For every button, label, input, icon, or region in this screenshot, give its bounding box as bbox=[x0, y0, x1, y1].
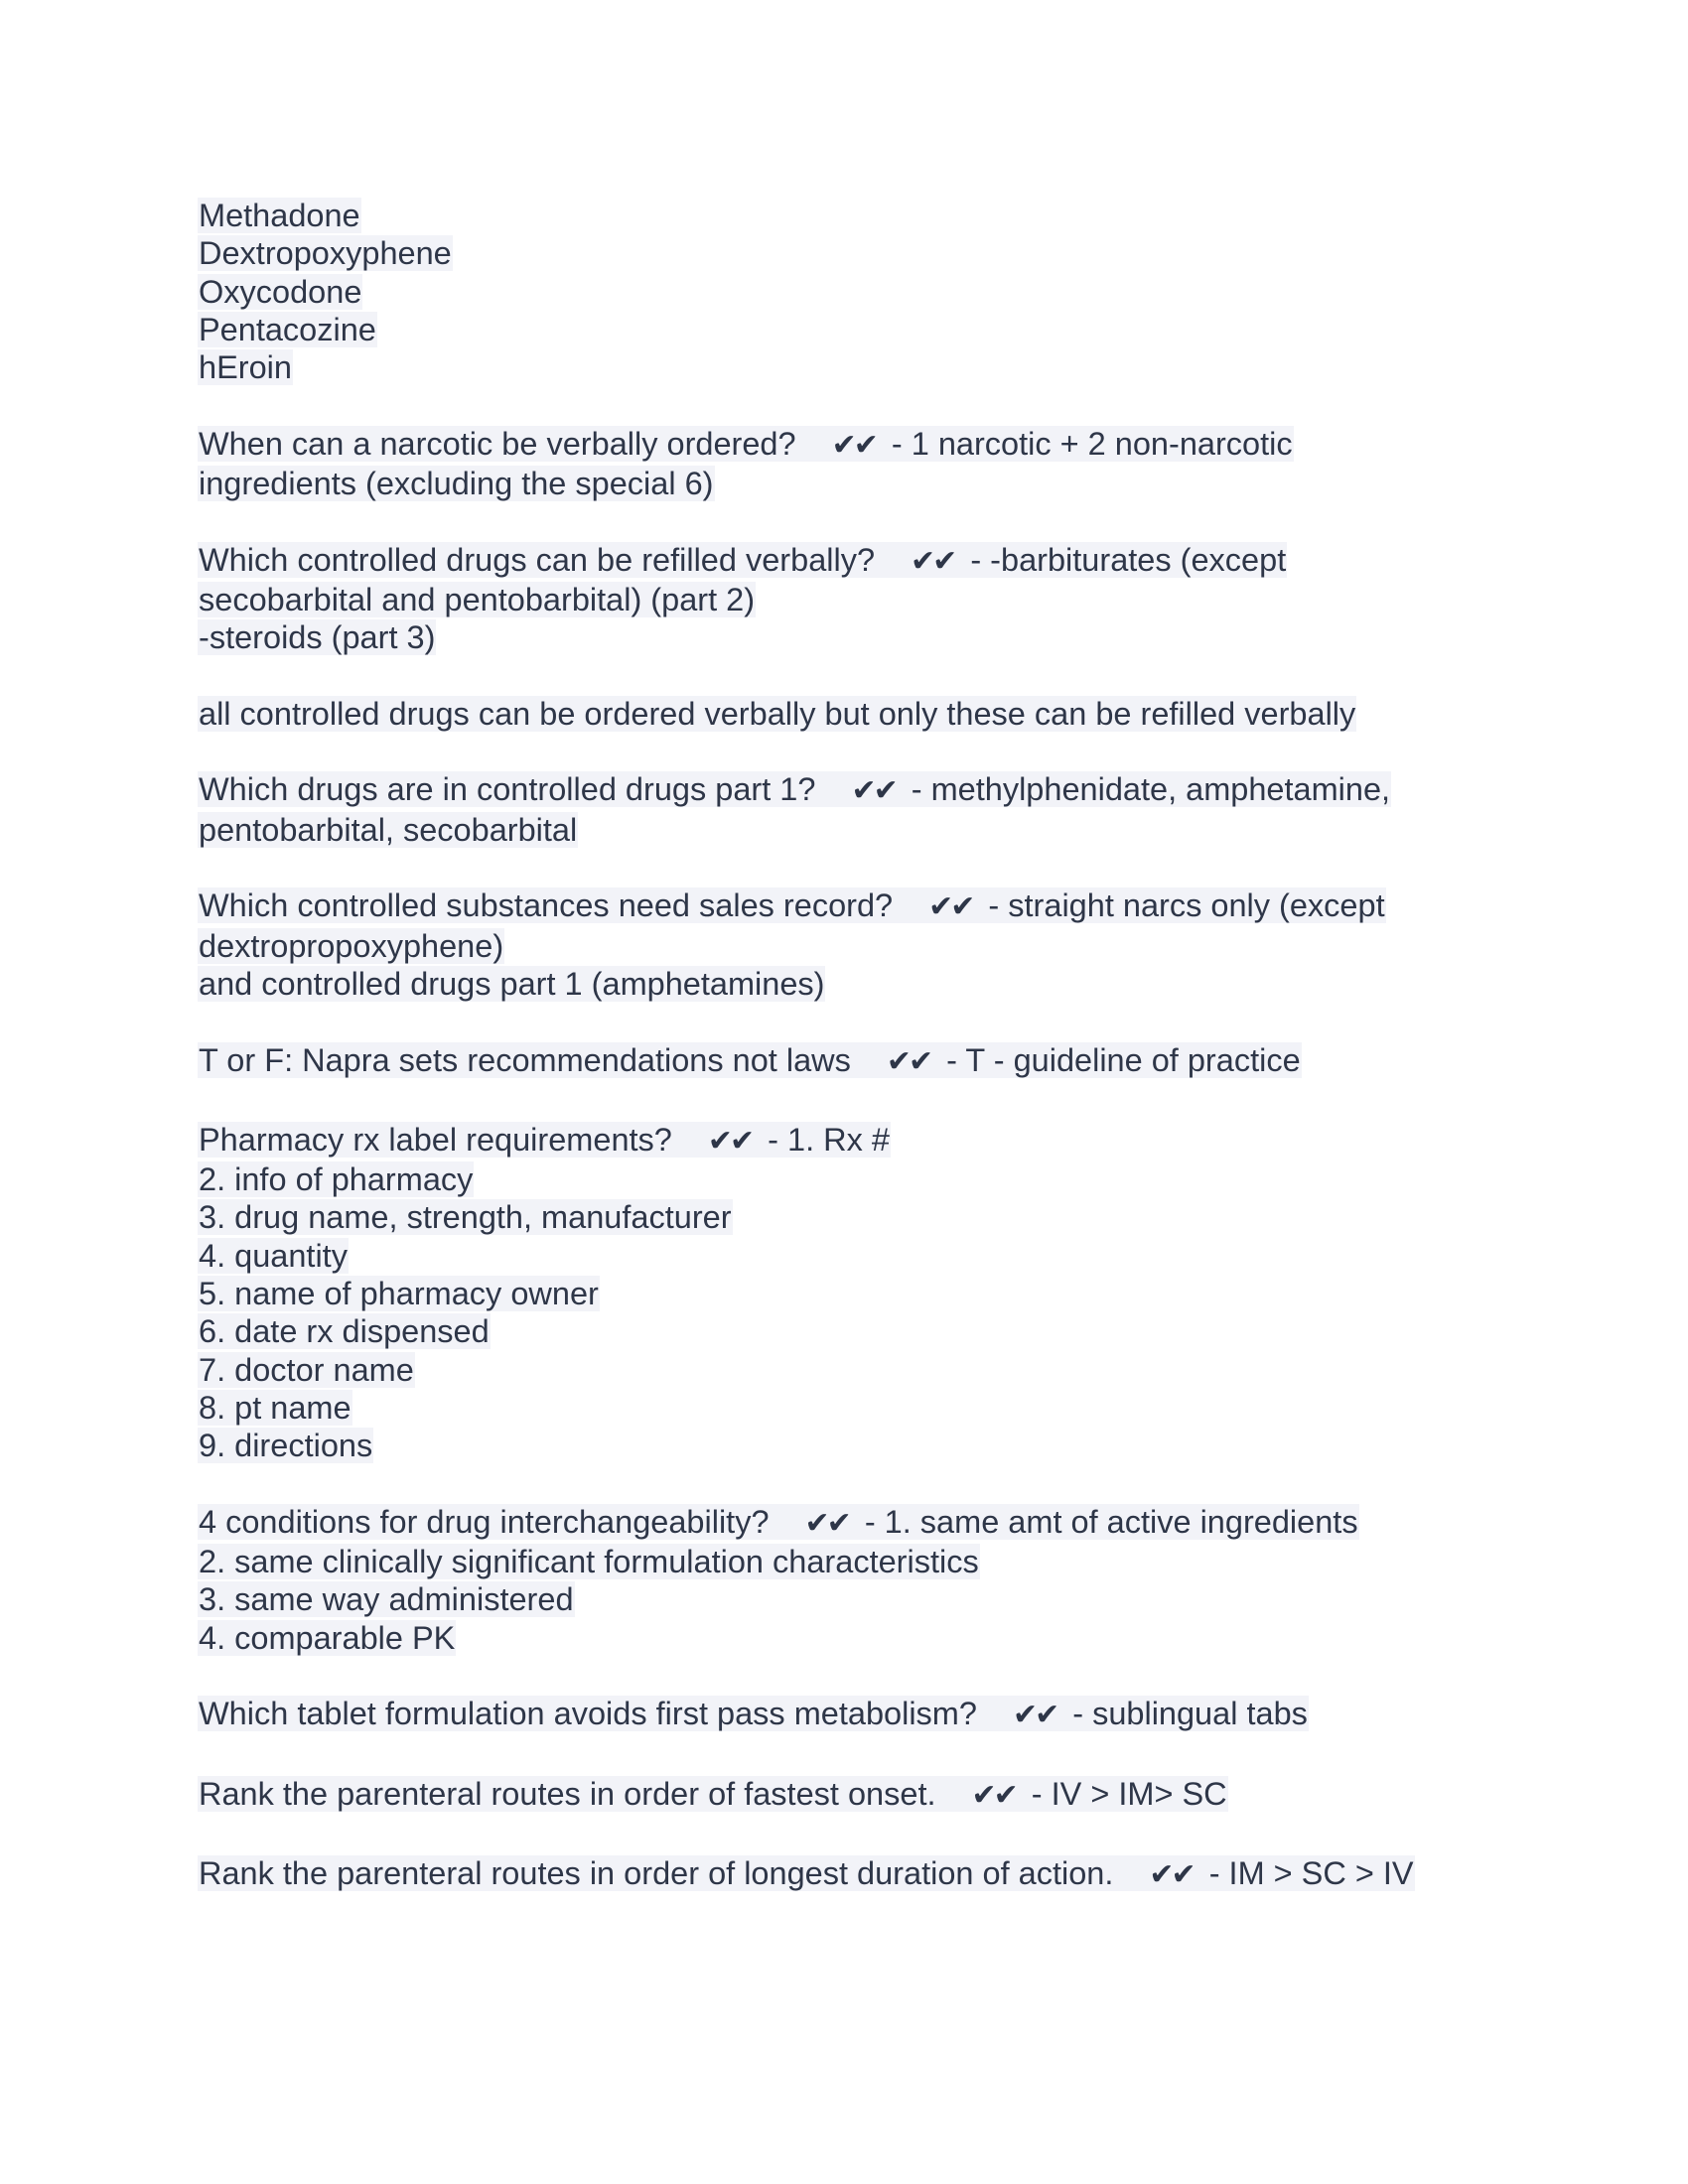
top-list-text: Dextropoxyphene bbox=[199, 235, 452, 272]
answer-text: 8. pt name bbox=[199, 1389, 352, 1426]
question-text: Rank the parenteral routes in order of fastest onset. bbox=[199, 1775, 936, 1812]
spacer bbox=[198, 1081, 1548, 1121]
spacer bbox=[198, 1657, 1548, 1695]
double-check-icon: ✔✔ bbox=[851, 773, 896, 809]
spacer bbox=[198, 1003, 1548, 1040]
question-text: Pharmacy rx label requirements? bbox=[199, 1121, 672, 1158]
answer-line bbox=[198, 965, 1548, 1003]
answer-text: - IV > IM> SC bbox=[1031, 1775, 1227, 1812]
double-check-icon: ✔✔ bbox=[1012, 1698, 1057, 1733]
qa-question-line bbox=[198, 425, 1548, 465]
answer-list-item bbox=[198, 1160, 1548, 1198]
spacer bbox=[198, 849, 1548, 887]
answer-text: 2. same clinically significant formulation characteristics bbox=[199, 1544, 979, 1580]
answer-text: -steroids (part 3) bbox=[199, 619, 436, 656]
top-list-item bbox=[198, 234, 1548, 272]
qa-question-line bbox=[198, 1854, 1548, 1894]
question-text: Which drugs are in controlled drugs part 1? bbox=[199, 771, 816, 808]
answer-text: - 1. same amt of active ingredients bbox=[864, 1503, 1358, 1540]
document-body bbox=[198, 197, 1548, 1894]
spacer bbox=[198, 1815, 1548, 1854]
qa-question-line bbox=[198, 1041, 1548, 1081]
answer-text: and controlled drugs part 1 (amphetamines) bbox=[199, 965, 825, 1002]
answer-line bbox=[198, 618, 1548, 656]
answer-text: - sublingual tabs bbox=[1072, 1696, 1308, 1732]
question-text: Which controlled drugs can be refilled verbally? bbox=[199, 541, 876, 578]
answer-text: 4. quantity bbox=[199, 1237, 348, 1274]
top-list-item bbox=[198, 311, 1548, 348]
spacer bbox=[198, 657, 1548, 695]
answer-text: - 1. Rx # bbox=[768, 1121, 890, 1158]
answer-list-item bbox=[198, 1427, 1548, 1464]
question-text: Rank the parenteral routes in order of longest duration of action. bbox=[199, 1854, 1114, 1891]
answer-text: 7. doctor name bbox=[199, 1351, 414, 1388]
top-list-text: Pentacozine bbox=[199, 311, 376, 347]
answer-list-item bbox=[198, 1312, 1548, 1350]
top-list-item bbox=[198, 348, 1548, 386]
spacer bbox=[198, 1465, 1548, 1503]
question-text: 4 conditions for drug interchangeability? bbox=[199, 1503, 770, 1540]
double-check-icon: ✔✔ bbox=[971, 1777, 1016, 1813]
answer-line bbox=[198, 581, 1548, 618]
answer-text: 5. name of pharmacy owner bbox=[199, 1276, 599, 1312]
spacer bbox=[198, 1735, 1548, 1775]
answer-line bbox=[198, 465, 1548, 502]
top-list-item bbox=[198, 197, 1548, 234]
answer-text: - straight narcs only (except bbox=[988, 887, 1385, 924]
qa-question-line bbox=[198, 1121, 1548, 1160]
answer-text: pentobarbital, secobarbital bbox=[199, 811, 578, 848]
question-text: Which controlled substances need sales record? bbox=[199, 887, 894, 924]
answer-list-item bbox=[198, 1619, 1548, 1657]
top-list-text: Oxycodone bbox=[199, 273, 362, 310]
answer-text: 9. directions bbox=[199, 1428, 373, 1464]
double-check-icon: ✔✔ bbox=[886, 1043, 931, 1079]
top-list-text: hEroin bbox=[199, 349, 292, 386]
question-text: When can a narcotic be verbally ordered? bbox=[199, 425, 796, 462]
answer-list-item bbox=[198, 1389, 1548, 1427]
spacer bbox=[198, 733, 1548, 770]
top-list-item bbox=[198, 273, 1548, 311]
double-check-icon: ✔✔ bbox=[911, 543, 955, 579]
double-check-icon: ✔✔ bbox=[928, 889, 973, 925]
answer-text: - T - guideline of practice bbox=[946, 1041, 1301, 1078]
answer-list-item bbox=[198, 1237, 1548, 1275]
qa-question-line bbox=[198, 1775, 1548, 1815]
answer-text: ingredients (excluding the special 6) bbox=[199, 466, 714, 502]
answer-text: secobarbital and pentobarbital) (part 2) bbox=[199, 581, 756, 617]
qa-question-line bbox=[198, 541, 1548, 581]
answer-list-item bbox=[198, 1275, 1548, 1312]
answer-text: - methylphenidate, amphetamine, bbox=[911, 771, 1391, 808]
qa-question-line bbox=[198, 1503, 1548, 1543]
qa-question-line bbox=[198, 887, 1548, 926]
answer-list-item bbox=[198, 1580, 1548, 1618]
answer-line bbox=[198, 695, 1548, 733]
question-text: Which tablet formulation avoids first pass metabolism? bbox=[199, 1696, 977, 1732]
answer-text: dextropropoxyphene) bbox=[199, 927, 504, 964]
top-list-text: Methadone bbox=[199, 198, 360, 233]
answer-text: 3. same way administered bbox=[199, 1581, 574, 1618]
answer-line bbox=[198, 811, 1548, 849]
answer-list-item bbox=[198, 1198, 1548, 1236]
answer-text: 2. info of pharmacy bbox=[199, 1161, 474, 1198]
spacer bbox=[198, 502, 1548, 540]
question-text: T or F: Napra sets recommendations not laws bbox=[199, 1041, 851, 1078]
answer-list-item bbox=[198, 1351, 1548, 1389]
answer-text: all controlled drugs can be ordered verbally but only these can be refilled verbally bbox=[199, 695, 1356, 732]
double-check-icon: ✔✔ bbox=[1149, 1856, 1194, 1892]
answer-list-item bbox=[198, 1543, 1548, 1580]
answer-text: 4. comparable PK bbox=[199, 1619, 456, 1656]
spacer bbox=[198, 386, 1548, 424]
answer-text: - -barbiturates (except bbox=[970, 541, 1287, 578]
double-check-icon: ✔✔ bbox=[707, 1123, 753, 1159]
answer-text: - IM > SC > IV bbox=[1208, 1854, 1414, 1891]
answer-line bbox=[198, 927, 1548, 965]
qa-question-line bbox=[198, 1695, 1548, 1734]
answer-text: 6. date rx dispensed bbox=[199, 1313, 490, 1350]
double-check-icon: ✔✔ bbox=[831, 427, 876, 463]
qa-question-line bbox=[198, 770, 1548, 810]
double-check-icon: ✔✔ bbox=[804, 1505, 849, 1541]
answer-text: 3. drug name, strength, manufacturer bbox=[199, 1199, 732, 1236]
answer-text: - 1 narcotic + 2 non-narcotic bbox=[891, 425, 1293, 462]
